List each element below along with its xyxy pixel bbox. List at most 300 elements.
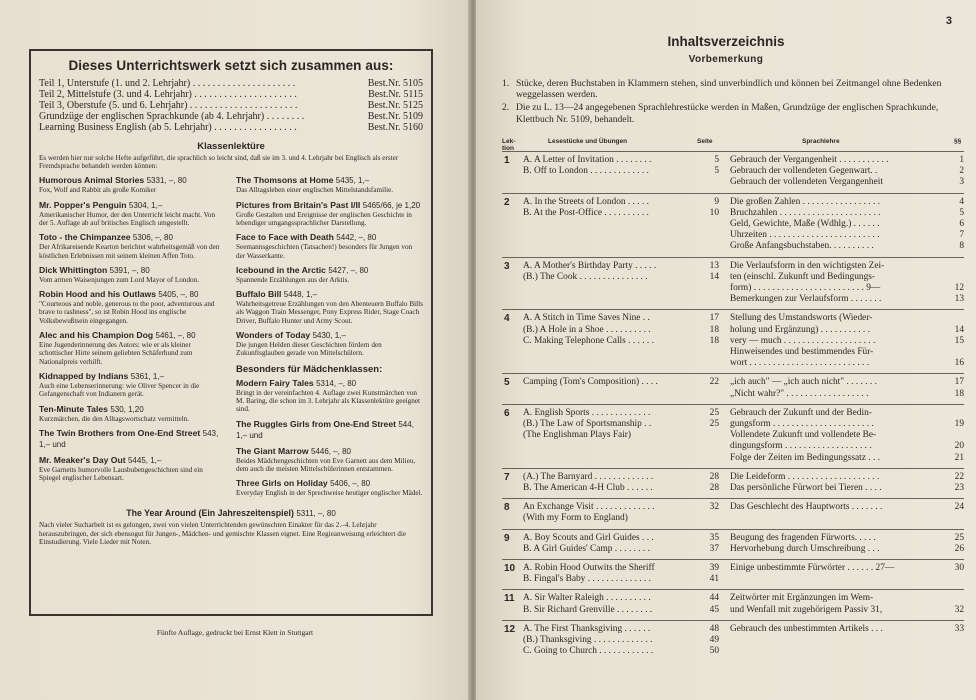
grammar-paragraph: 20: [954, 441, 964, 452]
reading-page: 22: [709, 377, 719, 388]
grammar-paragraphs: [938, 261, 964, 306]
book-description: Eine Jugenderinnerung des Autors: wie er als kleiner schottischer Hirte seinem geliebten Schäferhund zum Nationalpreis verhilft.: [39, 341, 193, 366]
reading-item: (B.) Thanksgiving . . . . . . . . . . . . .: [523, 634, 653, 645]
reading-item: Camping (Tom's Composition) . . . .: [523, 377, 658, 388]
grammar-item: Das Geschlecht des Hauptworts . . . . . . .: [730, 502, 883, 513]
series-title: Teil 1, Unterstufe (1. und 2. Lehrjahr) . . . . . . . . . . . . . . . . . . . . .: [39, 78, 296, 89]
grammar-item: Große Anfangsbuchstaben. . . . . . . . . .: [730, 241, 874, 252]
reading-column-right: [236, 175, 423, 502]
lesson-row: [502, 468, 964, 498]
grammar-item: Einige unbestimmte Fürwörter . . . . . . 27—: [730, 562, 895, 573]
grammar-item: „ich auch" — „ich auch nicht" . . . . . . .: [730, 377, 877, 388]
book-number: 544, 1,– und: [236, 419, 414, 440]
book-title: Alec and his Champion Dog: [39, 330, 154, 341]
grammar-topics: [730, 563, 938, 574]
book-description: Everyday English in der Sprechweise heutiger englischer Mädel.: [236, 489, 423, 498]
book-heading: [39, 289, 226, 300]
lesson-pages: [699, 313, 719, 347]
book-entry: [39, 232, 226, 260]
book-heading: [236, 200, 423, 211]
book-number: 530, 1,20: [110, 404, 144, 414]
reading-item: A. The First Thanksgiving . . . . . .: [523, 623, 651, 634]
reading-page: 45: [709, 604, 719, 615]
reading-page: 41: [709, 574, 719, 585]
grammar-paragraph: 22: [954, 471, 964, 482]
left-page: [0, 0, 470, 700]
lesson-pages: [699, 408, 719, 442]
lesson-number: 11: [504, 593, 515, 605]
reading-item: B. Fingal's Baby . . . . . . . . . . . . . .: [523, 574, 651, 585]
book-heading: [39, 265, 226, 276]
lesson-row: [502, 373, 964, 403]
grammar-paragraph: 3: [959, 177, 964, 188]
book-title: Pictures from Britain's Past I/II: [236, 199, 361, 210]
series-row: [39, 122, 423, 133]
grammar-paragraph: [938, 347, 964, 358]
grammar-item: Gebrauch der vollendeten Vergangenheit: [730, 177, 883, 188]
grammar-topics: [730, 197, 938, 253]
book-heading: [236, 232, 423, 243]
book-entry: [39, 289, 226, 325]
book-number: 5304, 1,–: [128, 200, 163, 210]
grammar-item: Die Leideform . . . . . . . . . . . . . . . . . . . .: [730, 471, 880, 482]
grammar-item: Hervorhebung durch Umschreibung . . .: [730, 543, 880, 554]
lesson-number: 8: [504, 502, 510, 514]
lesson-row: [502, 309, 964, 373]
book-title: Wonders of Today: [236, 330, 311, 341]
book-entry: [39, 200, 226, 228]
book-description: Beides Mädchengeschichten von Eve Garnett aus dem Milieu, dem auch die meisten Mittelschülerinnen entstammen.: [236, 456, 416, 473]
book-title: Mr. Popper's Penguin: [39, 199, 127, 210]
grammar-paragraph: [938, 593, 964, 604]
grammar-paragraph: 7: [959, 230, 964, 241]
book-number: 5445, 1,–: [127, 455, 162, 465]
grammar-paragraph: 2: [959, 166, 964, 177]
grammar-topics: [730, 408, 938, 464]
book-entry: [39, 404, 226, 423]
book-heading: [236, 378, 423, 389]
reading-page: 48: [709, 623, 719, 634]
grammar-paragraph: 13: [954, 294, 964, 305]
reading-list-general: [236, 175, 423, 357]
grammar-item: Die Verlaufsform in den wichtigsten Zei-: [730, 260, 885, 271]
lesson-pages: [699, 502, 719, 524]
reading-item: C. Going to Church . . . . . . . . . . . .: [523, 646, 654, 657]
reading-page: 18: [709, 324, 719, 335]
note-text: Stücke, deren Buchstaben in Klammern stehen, sind unverbindlich und können bei Zeitmangel ohne Bedenken weggelassen werden.: [516, 78, 942, 101]
reading-item: A. A Mother's Birthday Party . . . . .: [523, 260, 657, 271]
reading-page: 39: [709, 562, 719, 573]
lesson-row: [502, 559, 964, 589]
book-title: Face to Face with Death: [236, 232, 334, 243]
book-description: Seemannsgeschichten (Tatsachen!) besonders für Jungen von der Wasserkante.: [236, 243, 413, 260]
book-title: The Ruggles Girls from One-End Street: [236, 418, 396, 429]
preface-notes: [502, 78, 964, 127]
book-title: Three Girls on Holiday: [236, 478, 328, 489]
book-entry: [236, 200, 423, 228]
book-title: Mr. Meaker's Day Out: [39, 454, 126, 465]
year-around-title: [39, 508, 423, 518]
grammar-item: Gebrauch der Zukunft und der Bedin-: [730, 407, 872, 418]
year-description: Nach vieler Sucharbeit ist es gelungen, zwei von vielen Unterrichtenden gewünschten Einakter für das 2.–4. Lehrjahr herauszubringen, der sich ebensogut für Jungen-, Mädchen- und gemischte Klassen eignet. Eine Regieanweisung erleichtert die Einstudierung. Viele Lieder mit Noten.: [39, 521, 407, 546]
publisher-box: [29, 49, 433, 616]
grammar-paragraph: 14: [954, 324, 964, 335]
reading-page: 17: [709, 313, 719, 324]
lesson-number: 12: [504, 623, 516, 635]
grammar-item: gungsform . . . . . . . . . . . . . . . . . . . . . .: [730, 418, 874, 429]
book-title: Modern Fairy Tales: [236, 377, 314, 388]
lesson-pages: [699, 533, 719, 555]
grammar-item: Gebrauch der Vergangenheit . . . . . . . . . . .: [730, 155, 889, 165]
book-heading: [39, 455, 226, 466]
grammar-topics: [730, 377, 938, 399]
book-title: Icebound in the Arctic: [236, 264, 326, 275]
reading-item: A. English Sports . . . . . . . . . . . . .: [523, 407, 651, 418]
book-heading: [236, 419, 423, 441]
lesson-readings: [523, 377, 699, 388]
lesson-number: 9: [504, 532, 510, 544]
book-number: 5448, 1,–: [283, 290, 318, 300]
reading-item: (B.) The Law of Sportsmanship . .: [523, 418, 652, 429]
book-number: 5465/66, je 1,20: [362, 200, 421, 210]
note-number: 2.: [502, 102, 510, 114]
book-entry: [236, 175, 423, 194]
book-description: Vom armen Waisenjungen zum Lord Mayor of London.: [39, 275, 200, 284]
book-title: The Twin Brothers from One-End Street: [39, 427, 201, 438]
reading-page: 10: [709, 207, 719, 218]
lesson-readings: [523, 472, 699, 494]
book-title: The Thomsons at Home: [236, 175, 334, 186]
grammar-topics: [730, 472, 938, 494]
book-number: 5427, –, 80: [328, 265, 369, 275]
book-heading: [236, 446, 423, 457]
grammar-topics: [730, 624, 938, 635]
grammar-paragraphs: [938, 472, 964, 494]
grammar-paragraph: [938, 430, 964, 441]
preface-note: [502, 78, 964, 100]
grammar-paragraph: [938, 272, 964, 283]
lesson-pages: [699, 377, 719, 388]
reading-page: 9: [714, 196, 719, 207]
grammar-paragraph: 12: [954, 283, 964, 293]
lesson-row: [502, 257, 964, 310]
grammar-item: Vollendete Zukunft und vollendete Be-: [730, 430, 877, 441]
book-entry: [236, 378, 423, 414]
grammar-paragraph: [938, 261, 964, 272]
year-num: 5311, –, 80: [296, 509, 336, 519]
book-description: Bringt in der vereinfachten 4. Auflage zwei Kunstmärchen von M. Baring, die schon im 3. Lehrjahr als Klassenlektüre geeignet sind.: [236, 388, 421, 414]
grammar-paragraph: 1: [959, 155, 964, 165]
series-order-number: Best.Nr. 5125: [367, 100, 423, 111]
note-number: 1.: [502, 78, 510, 89]
reading-page: 25: [709, 418, 719, 429]
book-description: Große Gestalten und Ereignisse der englischen Geschichte in lebendiger umgangssprachlicher Darstellung.: [236, 210, 412, 227]
book-number: 5314, –, 80: [316, 378, 357, 388]
reading-heading: Klassenlektüre: [197, 141, 265, 152]
grammar-paragraph: 8: [959, 241, 964, 252]
book-heading: [39, 371, 226, 382]
book-number: 5391, –, 80: [109, 265, 150, 275]
reading-page: 28: [709, 471, 719, 482]
grammar-paragraph: [938, 408, 964, 419]
grammar-item: Bemerkungen zur Verlaufsform . . . . . . .: [730, 294, 882, 305]
grammar-item: Gebrauch der vollendeten Gegenwart. .: [730, 166, 878, 177]
grammar-paragraph: [938, 313, 964, 324]
book-number: 5435, 1,–: [335, 176, 370, 186]
grammar-topics: [730, 313, 938, 369]
series-title: Grundzüge der englischen Sprachkunde (ab 4. Lehrjahr) . . . . . . . .: [39, 111, 305, 122]
book-heading: [236, 265, 423, 276]
header-seite: Seite: [697, 138, 713, 145]
reading-item: A. Robin Hood Outwits the Sheriff: [523, 562, 655, 573]
grammar-paragraph: 17: [954, 377, 964, 388]
reading-item: B. The American 4-H Club . . . . . .: [523, 482, 653, 493]
series-row: [39, 100, 423, 111]
grammar-paragraphs: [938, 197, 964, 253]
series-list: [39, 78, 423, 133]
lesson-row: [502, 620, 964, 662]
grammar-paragraphs: [938, 533, 964, 555]
book-number: 5446, –, 80: [310, 446, 352, 456]
book-description: Wahrheitsgetreue Erzählungen von den Abenteuern Buffalo Bills als Waggon Train Messenger, Pony Express Rider, Stage Coach Driver, Buffalo Hunter und Army Scout.: [236, 300, 423, 325]
page-number: 3: [945, 15, 952, 27]
book-description: "Courteous and noble, generous to the poor, adventurous and brave to rashness", so ist Robin Hood ins englische Volksbewußtsein eingegangen.: [39, 300, 215, 325]
imprint: Fünfte Auflage, gedruckt bei Ernst Klett in Stuttgart: [156, 628, 314, 637]
header-lesestuecke: Lesestücke und Übungen: [548, 138, 628, 145]
reading-page: 13: [709, 260, 719, 271]
grammar-paragraph: 32: [954, 604, 964, 615]
reading-list-girls: [236, 378, 423, 498]
grammar-paragraph: 19: [954, 418, 964, 429]
book-entry: [39, 265, 226, 284]
book-description: Spannende Erzählungen aus der Arktis.: [236, 275, 350, 284]
lesson-readings: [523, 533, 699, 555]
lesson-readings: [523, 593, 699, 615]
note-text: Die zu L. 13—24 angegebenen Sprachlehrestücke werden in Maßen, Grundzüge der englischen Sprachkunde, Klettbuch Nr. 5109, behandelt.: [516, 102, 939, 125]
book-entry: [39, 175, 226, 194]
reading-page: 49: [709, 634, 719, 645]
reading-column-left: [39, 175, 226, 502]
grammar-paragraphs: [938, 593, 964, 615]
lesson-number: 6: [504, 407, 510, 419]
reading-page: 44: [709, 593, 719, 604]
book-entry: [236, 265, 423, 284]
book-heading: [39, 428, 226, 450]
grammar-item: Uhrzeiten . . . . . . . . . . . . . . . . . . . . . . . .: [730, 230, 880, 241]
lesson-row: [502, 589, 964, 619]
grammar-paragraph: 15: [954, 335, 964, 346]
book-number: 5461, –, 80: [155, 331, 196, 341]
grammar-paragraph: 23: [954, 482, 964, 493]
series-title: Teil 3, Oberstufe (5. und 6. Lehrjahr) . . . . . . . . . . . . . . . . . . . . . .: [39, 100, 298, 111]
reading-item: B. Sir Richard Grenville . . . . . . . .: [523, 604, 653, 615]
lesson-pages: [699, 155, 719, 177]
lesson-number: 4: [504, 313, 510, 325]
book-heading: [39, 200, 226, 211]
grammar-paragraphs: [938, 624, 964, 635]
reading-item: (B.) A Hole in a Shoe . . . . . . . . . .: [523, 324, 651, 335]
year-title: The Year Around (Ein Jahreszeitenspiel): [126, 508, 294, 519]
book-heading: [236, 478, 423, 489]
reading-item: A. A Stitch in Time Saves Nine . .: [523, 313, 650, 324]
lesson-readings: [523, 408, 699, 442]
lesson-readings: [523, 197, 699, 219]
grammar-item: „Nicht wahr?" . . . . . . . . . . . . . . . . . .: [730, 388, 869, 399]
grammar-paragraphs: [938, 502, 964, 513]
grammar-item: Zeitwörter mit Ergänzungen im Wem-: [730, 593, 874, 604]
toc-header: [502, 138, 964, 152]
grammar-item: Geld, Gewichte, Maße (Wdhlg.) . . . . . .: [730, 219, 880, 229]
lesson-number: 3: [504, 260, 510, 272]
contents-table: [502, 151, 964, 661]
book-entry: [236, 478, 423, 497]
book-entry: [39, 371, 226, 399]
book-heading: [236, 175, 423, 186]
grammar-item: Hinweisendes und bestimmendes Für-: [730, 347, 874, 357]
grammar-item: und Wenfall mit zugehörigem Passiv 31,: [730, 604, 883, 615]
series-row: [39, 111, 423, 122]
header-lektion: Lek- tion: [502, 138, 516, 152]
lesson-pages: [699, 563, 719, 585]
grammar-item: Beugung des fragenden Fürworts. . . . .: [730, 532, 876, 543]
reading-page: 18: [709, 335, 719, 346]
lesson-row: [502, 498, 964, 528]
book-number: 5405, –, 80: [158, 290, 199, 300]
book-description: Der Afrikareisende Kearton berichtet wahrheitsgemäß von den köstlichen Erlebnissen mit seinem kleinen Affen Toto.: [39, 243, 220, 260]
grammar-paragraph: 25: [954, 532, 964, 543]
book-heading: [39, 232, 226, 243]
reading-item: (B.) The Cook . . . . . . . . . . . . . . .: [523, 271, 648, 282]
book-heading: [236, 289, 423, 300]
series-order-number: Best.Nr. 5115: [368, 89, 423, 100]
book-number: 5430, 1,–: [312, 331, 346, 341]
reading-item: B. Off to London . . . . . . . . . . . . .: [523, 166, 649, 177]
lesson-pages: [699, 197, 719, 219]
lesson-readings: [523, 624, 699, 658]
grammar-paragraphs: [938, 155, 964, 189]
grammar-paragraph: 4: [959, 196, 964, 207]
lesson-row: [502, 404, 964, 468]
grammar-item: Stellung des Umstandsworts (Wieder-: [730, 313, 873, 324]
reading-item: C. Making Telephone Calls . . . . . .: [523, 335, 654, 346]
lesson-pages: [699, 472, 719, 494]
reading-page: 35: [709, 532, 719, 543]
grammar-paragraphs: [938, 313, 964, 369]
book-description: Auch eine Lebenserinnerung: wie Oliver Spencer in die Gefangenschaft von Indianern gerät.: [39, 381, 200, 399]
lesson-number: 2: [504, 196, 510, 208]
lesson-readings: [523, 261, 699, 283]
header-paragraphs: §§: [954, 138, 962, 145]
grammar-paragraph: 5: [959, 207, 964, 218]
reading-item: B. A Girl Guides' Camp . . . . . . . .: [523, 543, 650, 554]
grammar-paragraph: 21: [954, 452, 964, 463]
reading-item: A. Sir Walter Raleigh . . . . . . . . . .: [523, 593, 651, 604]
grammar-paragraphs: [938, 408, 964, 464]
reading-page: 25: [709, 407, 719, 418]
header-sprachlehre: Sprachlehre: [802, 138, 840, 145]
lesson-number: 7: [504, 471, 510, 483]
book-number: 5331, –, 80: [146, 176, 187, 186]
book-description: Fox, Wolf and Rabbit als große Komiker: [39, 186, 157, 195]
grammar-item: Folge der Zeiten im Bedingungssatz . . .: [730, 452, 880, 463]
grammar-item: wort . . . . . . . . . . . . . . . . . . . . . . . . . .: [730, 358, 870, 369]
reading-item: B. At the Post-Office . . . . . . . . . .: [523, 207, 649, 218]
book-title: Kidnapped by Indians: [39, 370, 129, 381]
grammar-item: Bruchzahlen . . . . . . . . . . . . . . . . . . . . . .: [730, 207, 881, 218]
grammar-item: holung und Ergänzung) . . . . . . . . . . .: [730, 324, 870, 335]
lesson-readings: [523, 502, 699, 524]
reading-item: (The Englishman Plays Fair): [523, 430, 632, 441]
series-order-number: Best.Nr. 5160: [367, 122, 423, 133]
book-heading: [39, 175, 226, 186]
box-heading: Dieses Unterrichtswerk setzt sich zusammen aus:: [68, 58, 394, 73]
reading-columns: [39, 175, 423, 502]
grammar-topics: [730, 261, 938, 306]
reading-intro: Es werden hier nur solche Hefte aufgeführt, die sprachlich so leicht sind, daß sie im 3. und 4. Lehrjahr bei Englisch als erster Fremdsprache behandelt werden können:: [39, 154, 399, 171]
lesson-row: [502, 529, 964, 559]
series-order-number: Best.Nr. 5109: [367, 111, 423, 122]
lesson-number: 5: [504, 377, 510, 389]
grammar-paragraph: 30: [954, 562, 964, 573]
grammar-paragraph: 18: [954, 388, 964, 399]
series-row: [39, 89, 423, 100]
book-entry: [39, 330, 226, 366]
grammar-paragraph: 24: [954, 502, 964, 513]
grammar-topics: [730, 502, 938, 513]
book-heading: [236, 330, 423, 341]
book-description: Die jungen Helden dieser Geschichten fördern den Zukunftsglauben gerade von Mittelschülern.: [236, 341, 382, 358]
reading-page: 5: [714, 155, 719, 165]
reading-item: A. A Letter of Invitation . . . . . . . .: [523, 155, 652, 165]
reading-page: 50: [709, 646, 719, 657]
grammar-topics: [730, 533, 938, 555]
lesson-pages: [699, 593, 719, 615]
book-description: Amerikanischer Humor, der den Unterricht leicht macht. Von der 5. Auflage ab auf britisches Englisch umgestellt.: [39, 210, 216, 227]
grammar-item: Gebrauch des unbestimmten Artikels . . .: [730, 623, 883, 634]
reading-page: 32: [709, 502, 719, 513]
grammar-paragraph: 26: [954, 543, 964, 554]
grammar-item: Das persönliche Fürwort bei Tieren . . . .: [730, 482, 882, 493]
book-entry: [236, 289, 423, 325]
lesson-number: 10: [504, 562, 516, 574]
preface-note: [502, 102, 964, 124]
book-entry: [236, 330, 423, 358]
reading-item: A. In the Streets of London . . . . .: [523, 196, 650, 207]
girls-heading: Besonders für Mädchenklassen:: [236, 363, 383, 375]
book-entry: [39, 455, 226, 483]
grammar-paragraph: 6: [959, 219, 964, 229]
reading-page: 37: [709, 543, 719, 554]
book-description: Eve Garnetts humorvolle Lausbubengeschichten sind ein Spiegel englischer Lebensart.: [39, 465, 203, 483]
book-number: 5306, –, 80: [132, 233, 173, 243]
reading-item: (With my Form to England): [523, 513, 628, 524]
book-heading: [39, 330, 226, 341]
right-page: [476, 0, 976, 700]
reading-page: 5: [714, 166, 719, 177]
grammar-item: very — much . . . . . . . . . . . . . . . . . . . .: [730, 335, 876, 346]
grammar-paragraph: 16: [954, 358, 964, 369]
series-title: Learning Business English (ab 5. Lehrjahr) . . . . . . . . . . . . . . . . .: [39, 122, 297, 133]
grammar-item: form) . . . . . . . . . . . . . . . . . . . . . . . . 9—: [730, 283, 881, 293]
series-title: Teil 2, Mittelstufe (3. und 4. Lehrjahr) . . . . . . . . . . . . . . . . . . . . .: [39, 89, 297, 100]
reading-page: 14: [709, 271, 719, 282]
lesson-pages: [699, 624, 719, 658]
book-title: The Giant Marrow: [236, 445, 309, 456]
book-entry: [236, 232, 423, 260]
book-title: Dick Whittington: [39, 264, 108, 275]
series-row: [39, 78, 423, 89]
book-entry: [39, 428, 226, 450]
